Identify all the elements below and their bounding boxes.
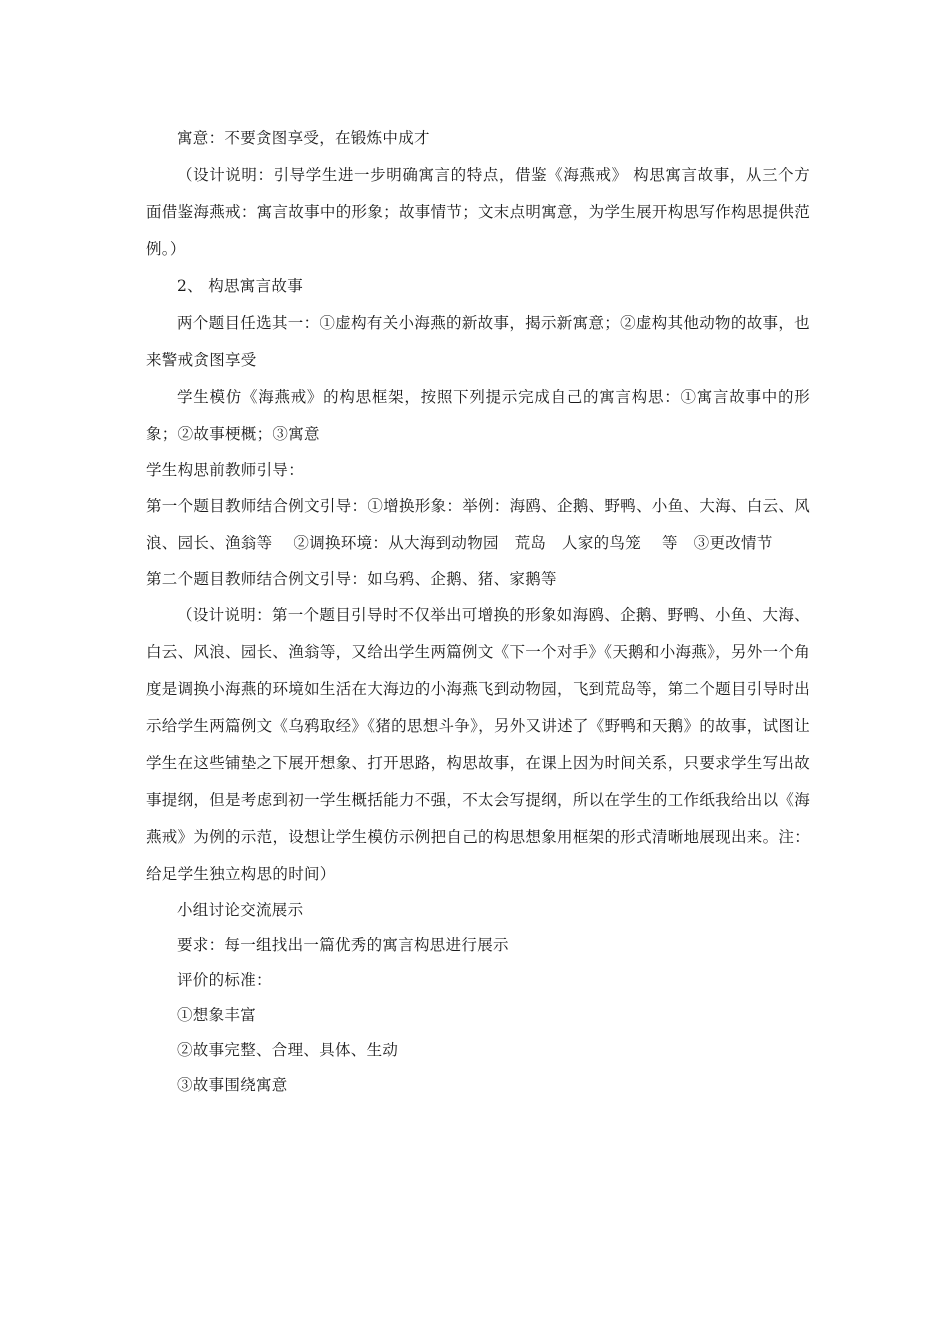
moral-line: 寓意：不要贪图享受，在锻炼中成才 [177,129,430,147]
design-note-paragraph: （设计说明：引导学生进一步明确寓言的特点，借鉴《海燕戒》 构思寓言故事，从三个方面借鉴海燕戒：寓言故事中的形象；故事情节；文末点明寓意，为学生展开构思写作构思提供范例。） [146,166,810,258]
criteria-heading: 评价的标准： [177,971,272,989]
topic-choice-paragraph: 两个题目任选其一：①虚构有关小海燕的新故事，揭示新寓意；②虚构其他动物的故事，也来警戒贪图享受 [146,314,810,369]
section-heading: 2、 构思寓言故事 [177,277,303,295]
criterion-item: ③故事围绕寓意 [177,1076,288,1094]
design-note-paragraph: （设计说明：第一个题目引导时不仅举出可增换的形象如海鸥、企鹅、野鸭、小鱼、大海、白云、风浪、园长、渔翁等，又给出学生两篇例文《下一个对手》《天鹅和小海燕》，另外一个角度是调换小海燕的环境如生活在大海边的小海燕飞到动物园，飞到荒岛等，第二个题目引导时出示给学生两篇例文《乌鸦取经》《猪的思想斗争》，另外又讲述了《野鸭和天鹅》的故事，试图让学生在这些铺垫之下展开想象、打开思路，构思故事，在课上因为时间关系，只要求学生写出故事提纲，但是考虑到初一学生概括能力不强，不太会写提纲，所以在学生的工作纸我给出以《海燕戒》为例的示范，设想让学生模仿示例把自己的构思想象用框架的形式清晰地展现出来。注：给足学生独立构思的时间） [146,606,810,883]
criterion-item: ②故事完整、合理、具体、生动 [177,1041,399,1059]
document-page [146,120,810,1103]
group-discussion-line: 小组讨论交流展示 [177,901,304,919]
topic2-guide-paragraph: 第二个题目教师结合例文引导：如乌鸦、企鹅、猪、家鹅等 [146,570,557,588]
requirement-line: 要求：每一组找出一篇优秀的寓言构思进行展示 [177,936,509,954]
teacher-guide-heading: 学生构思前教师引导： [146,461,305,479]
criterion-item: ①想象丰富 [177,1006,257,1024]
topic1-guide-paragraph: 第一个题目教师结合例文引导：①增换形象：举例：海鸥、企鹅、野鸭、小鱼、大海、白云、风浪、园长、渔翁等 ②调换环境：从大海到动物园 荒岛 人家的鸟笼 等 ③更改情节 [146,497,810,552]
imitation-task-paragraph: 学生模仿《海燕戒》的构思框架，按照下列提示完成自己的寓言构思：①寓言故事中的形象；②故事梗概；③寓意 [146,388,810,443]
